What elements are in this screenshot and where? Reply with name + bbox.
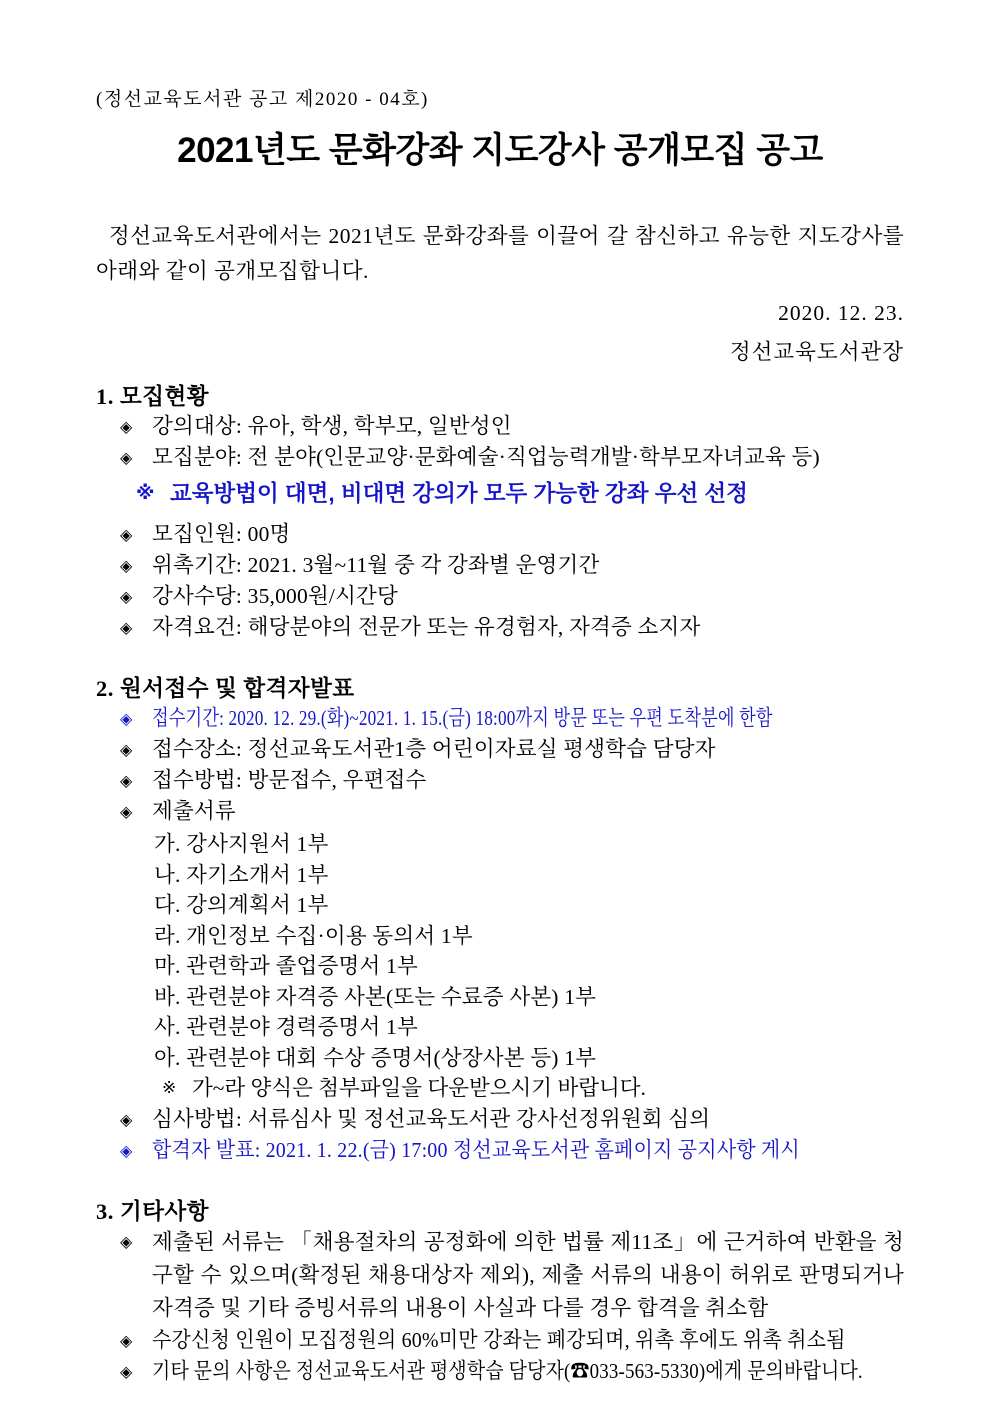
document-item: 아. 관련분야 대회 수상 증명서(상장사본 등) 1부 <box>154 1045 597 1070</box>
list-item-target <box>120 411 904 442</box>
intro-paragraph: 정선교육도서관에서는 2021년도 문화강좌를 이끌어 갈 참신하고 유능한 지도강사를 아래와 같이 공개모집합니다. <box>96 224 904 283</box>
issue-date: 2020. 12. 23. <box>778 301 904 325</box>
list-item-text: 제출서류 <box>152 799 236 823</box>
document-item: 가. 강사지원서 1부 <box>154 832 329 856</box>
diamond-bullet-icon: ◈ <box>120 1330 133 1350</box>
diamond-bullet-icon: ◈ <box>120 448 133 467</box>
list-item-text: 강의대상: 유아, 학생, 학부모, 일반성인 <box>152 414 512 438</box>
diamond-bullet-icon: ◈ <box>120 802 133 821</box>
list-item-qualification <box>120 612 904 643</box>
list-item-text: 접수기간: 2020. 12. 29.(화)~2021. 1. 15.(금) 18:00까지 방문 또는 우편 도착분에 한함 <box>152 706 773 730</box>
section-miscellaneous <box>96 1194 904 1387</box>
section-heading: 2. 원서접수 및 합격자발표 <box>96 676 355 701</box>
list-item-screening <box>120 1104 904 1135</box>
section-recruitment-status <box>96 379 904 643</box>
diamond-bullet-icon: ◈ <box>120 740 133 759</box>
section-heading: 1. 모집현황 <box>96 384 209 409</box>
diamond-bullet-icon: ◈ <box>120 556 133 575</box>
document-item: 나. 자기소개서 1부 <box>154 862 329 887</box>
document-item: 바. 관련분야 자격증 사본(또는 수료증 사본) 1부 <box>154 984 597 1009</box>
list-item-text: 강사수당: 35,000원/시간당 <box>152 584 398 608</box>
document-item: 사. 관련분야 경력증명서 1부 <box>154 1015 418 1039</box>
diamond-bullet-icon: ◈ <box>120 417 133 436</box>
list-item-text: 심사방법: 서류심사 및 정선교육도서관 강사선정위원회 심의 <box>152 1106 711 1131</box>
diamond-bullet-icon: ◈ <box>120 1109 133 1129</box>
list-item-contact-clause <box>120 1356 904 1387</box>
diamond-bullet-icon: ◈ <box>120 771 133 790</box>
reference-mark-icon: ※ <box>136 483 155 504</box>
diamond-bullet-icon: ◈ <box>120 1140 133 1160</box>
list-item-text: 합격자 발표: 2021. 1. 22.(금) 17:00 정선교육도서관 홈페이지 공지사항 게시 <box>152 1137 800 1162</box>
list-item-term <box>120 550 904 581</box>
section-heading: 3. 기타사항 <box>96 1198 209 1224</box>
diamond-bullet-icon: ◈ <box>120 1361 133 1381</box>
document-item: 다. 강의계획서 1부 <box>154 893 329 917</box>
list-item-text: 자격요건: 해당분야의 전문가 또는 유경험자, 자격증 소지자 <box>152 615 701 639</box>
list-item-text: 기타 문의 사항은 정선교육도서관 평생학습 담당자(☎033-563-5330)에게 문의바랍니다. <box>152 1358 863 1383</box>
list-item-field <box>120 442 904 473</box>
list-item-announcement <box>120 1135 904 1166</box>
list-item-text: 접수방법: 방문접수, 우편접수 <box>152 768 427 792</box>
document-item: 라. 개인정보 수집·이용 동의서 1부 <box>154 923 473 948</box>
list-item-headcount <box>120 519 904 550</box>
list-item-documents-label <box>120 796 904 827</box>
documents-note-text: 가~라 양식은 첨부파일을 다운받으시기 바랍니다. <box>192 1076 646 1100</box>
signer-name: 정선교육도서관장 <box>729 340 904 364</box>
document-item: 마. 관련학과 졸업증명서 1부 <box>154 954 418 978</box>
diamond-bullet-icon: ◈ <box>120 587 133 606</box>
list-item-text: 제출된 서류는 「채용절차의 공정화에 의한 법률 제11조」에 근거하여 반환을 청구할 수 있으며(확정된 채용대상자 제외), 제출 서류의 내용이 허위로 판명되거나 자격증 및 기타 증빙서류의 내용이 사실과 다를 경우 합격을 취소함 <box>152 1229 904 1320</box>
list-item-text: 모집인원: 00명 <box>152 522 291 546</box>
list-item-cancel-clause <box>120 1325 904 1356</box>
list-item-text: 접수장소: 정선교육도서관1층 어린이자료실 평생학습 담당자 <box>152 737 716 761</box>
diamond-bullet-icon: ◈ <box>120 525 133 544</box>
reference-mark-icon: ※ <box>162 1078 177 1097</box>
list-item-return-clause <box>120 1226 904 1325</box>
diamond-bullet-icon: ◈ <box>120 709 133 728</box>
documents-list <box>96 829 904 1073</box>
list-item-text: 모집분야: 전 분야(인문교양·문화예술·직업능력개발·학부모자녀교육 등) <box>152 445 820 469</box>
list-item-text: 수강신청 인원이 모집정원의 60%미만 강좌는 폐강되며, 위촉 후에도 위촉 취소됨 <box>152 1327 846 1352</box>
diamond-bullet-icon: ◈ <box>120 1231 133 1251</box>
section-application <box>96 671 904 1166</box>
page-title: 2021년도 문화강좌 지도강사 공개모집 공고 <box>177 131 823 170</box>
list-item-reception-period <box>120 703 904 734</box>
list-item-reception-place <box>120 734 904 765</box>
diamond-bullet-icon: ◈ <box>120 618 133 637</box>
priority-note-text: 교육방법이 대면, 비대면 강의가 모두 가능한 강좌 우선 선정 <box>170 481 748 506</box>
list-item-text: 위촉기간: 2021. 3월~11월 중 각 강좌별 운영기간 <box>152 553 600 577</box>
priority-note <box>136 478 904 510</box>
documents-note <box>162 1073 904 1104</box>
list-item-reception-method <box>120 765 904 796</box>
list-item-pay <box>120 581 904 612</box>
notice-number: (정선교육도서관 공고 제2020 - 04호) <box>96 89 429 110</box>
